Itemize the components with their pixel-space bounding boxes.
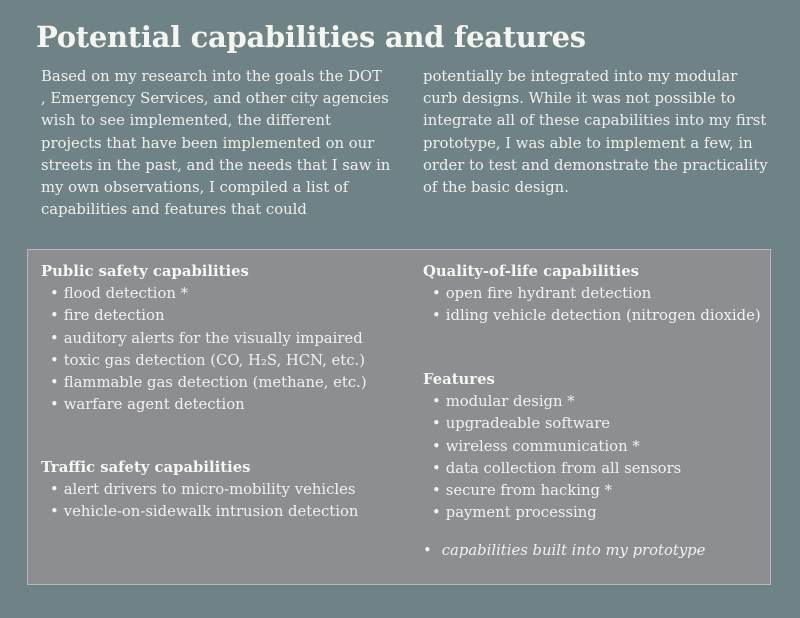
public-safety-heading: Public safety capabilities (41, 263, 249, 280)
quality-of-life-heading: Quality-of-life capabilities (423, 263, 640, 280)
list-item: • open fire hydrant detection (432, 285, 652, 303)
bullet-icon: • (50, 374, 59, 392)
list-item: • upgradeable software (432, 415, 611, 433)
bullet-icon: • (50, 396, 59, 414)
features-heading: Features (423, 371, 495, 388)
list-item: • flammable gas detection (methane, etc.) (50, 374, 367, 392)
quality-of-life-section (423, 261, 761, 328)
intro-paragraph-left: Based on my research into the goals the DOT , Emergency Services, and other city agencies wish to see implemented, the different projects that have been implemented on our streets in the past, and the needs that I saw in my own observations, I compiled a list of capabilities and features that could (41, 68, 391, 219)
public-safety-list (41, 283, 367, 416)
capabilities-panel (27, 249, 771, 585)
bullet-icon: • (432, 482, 441, 500)
bullet-icon: • (432, 285, 441, 303)
list-item: • alert drivers to micro-mobility vehicles (50, 481, 356, 499)
bullet-icon: • (50, 285, 59, 303)
prototype-note (423, 542, 705, 559)
list-item: • toxic gas detection (CO, H₂S, HCN, etc.) (50, 351, 366, 369)
features-list (423, 391, 681, 524)
bullet-icon: • (432, 504, 441, 522)
page-title: Potential capabilities and features (36, 20, 586, 54)
list-item: • auditory alerts for the visually impaired (50, 329, 363, 347)
traffic-safety-list (41, 479, 358, 523)
public-safety-section (41, 261, 367, 416)
bullet-icon: • (432, 307, 441, 325)
list-item: • flood detection * (50, 285, 189, 303)
bullet-icon: • (50, 481, 59, 499)
list-item: • vehicle-on-sidewalk intrusion detection (50, 503, 359, 521)
bullet-icon: • (432, 393, 441, 411)
bullet-icon: • (50, 503, 59, 521)
features-section (423, 369, 681, 524)
intro-paragraph-right: potentially be integrated into my modular curb designs. While it was not possible to integrate all of these capabilities into my first prototype, I was able to implement a few, in order to test and demonstrate the practicality of the basic design. (423, 68, 768, 197)
list-item: • payment processing (432, 504, 597, 522)
quality-of-life-list (423, 283, 761, 327)
bullet-icon: • (432, 459, 441, 477)
bullet-icon: • (50, 307, 59, 325)
bullet-icon: • (50, 351, 59, 369)
list-item: • data collection from all sensors (432, 459, 682, 477)
list-item: • warfare agent detection (50, 396, 245, 414)
list-item: • fire detection (50, 307, 165, 325)
list-item: • secure from hacking * (432, 482, 613, 500)
list-item: • modular design * (432, 393, 575, 411)
bullet-icon: • (423, 542, 432, 559)
bullet-icon: • (432, 415, 441, 433)
traffic-safety-heading: Traffic safety capabilities (41, 459, 251, 476)
bullet-icon: • (50, 329, 59, 347)
traffic-safety-section (41, 457, 358, 524)
list-item: • wireless communication * (432, 437, 640, 455)
list-item: • idling vehicle detection (nitrogen dioxide) (432, 307, 761, 325)
prototype-note-text: capabilities built into my prototype (441, 542, 706, 559)
bullet-icon: • (432, 437, 441, 455)
